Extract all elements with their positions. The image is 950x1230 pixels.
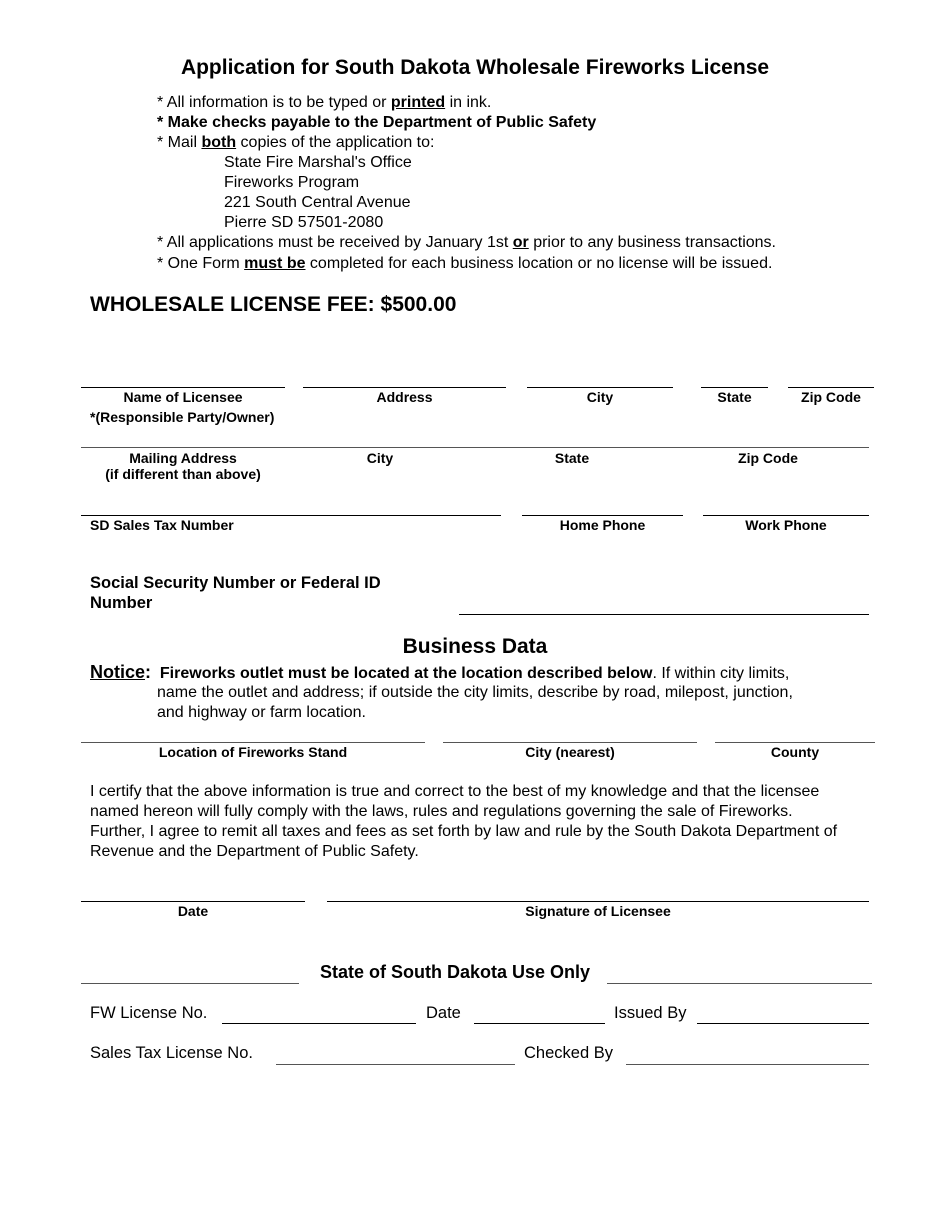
label-mailing-address: Mailing Address: [129, 450, 237, 466]
instruction-mail: * Mail both copies of the application to:: [157, 134, 435, 151]
licensee-address-field[interactable]: [303, 387, 506, 388]
label-fireworks-stand: Location of Fireworks Stand: [158, 744, 348, 760]
label-fw-license: FW License No.: [90, 1004, 208, 1022]
mail-address-line: State Fire Marshal's Office: [224, 154, 412, 171]
business-data-heading: Business Data: [402, 635, 548, 658]
label-ssn-line2: Number: [90, 594, 153, 612]
label-county: County: [770, 744, 820, 760]
instruction-checks: * Make checks payable to the Department of Public Safety: [157, 114, 597, 131]
label-state: State: [717, 389, 752, 405]
divider-right: [607, 983, 872, 984]
issued-by-field[interactable]: [697, 1023, 869, 1024]
state-use-only-heading: State of South Dakota Use Only: [319, 962, 591, 982]
label-sales-tax-license: Sales Tax License No.: [90, 1044, 253, 1062]
home-phone-field[interactable]: [522, 515, 683, 516]
mailing-address-field[interactable]: [81, 447, 869, 448]
mail-address-line: Pierre SD 57501-2080: [224, 214, 384, 231]
fireworks-stand-location-field[interactable]: [81, 742, 425, 743]
notice-label: Notice: [90, 662, 146, 682]
label-zip-code: Zip Code: [801, 389, 861, 405]
signature-date-field[interactable]: [81, 901, 305, 902]
licensee-zip-field[interactable]: [788, 387, 874, 388]
instruction-one-form: * One Form must be completed for each business location or no license will be issued.: [157, 255, 773, 272]
mail-address-line: 221 South Central Avenue: [224, 194, 411, 211]
notice-line-2: name the outlet and address; if outside the city limits, describe by road, milepost, junction,: [157, 684, 793, 701]
label-city: City: [586, 389, 614, 405]
label-state-date: Date: [426, 1004, 461, 1022]
label-issued-by: Issued By: [614, 1004, 687, 1022]
instruction-deadline: * All applications must be received by January 1st or prior to any business transactions.: [157, 234, 776, 251]
label-mailing-zip: Zip Code: [738, 450, 798, 466]
sales-tax-license-field[interactable]: [276, 1064, 515, 1065]
county-field[interactable]: [715, 742, 875, 743]
nearest-city-field[interactable]: [443, 742, 697, 743]
label-sales-tax-number: SD Sales Tax Number: [90, 517, 234, 533]
label-checked-by: Checked By: [524, 1044, 613, 1062]
label-mailing-state: State: [554, 450, 590, 466]
label-date: Date: [177, 903, 209, 919]
label-work-phone: Work Phone: [745, 517, 827, 533]
licensee-city-field[interactable]: [527, 387, 673, 388]
fw-license-field[interactable]: [222, 1023, 416, 1024]
label-mailing-city: City: [366, 450, 394, 466]
ssn-field[interactable]: [459, 614, 869, 615]
notice-line-3: and highway or farm location.: [157, 704, 366, 721]
instruction-typed: * All information is to be typed or printed in ink.: [157, 94, 492, 111]
label-signature: Signature of Licensee: [525, 903, 671, 919]
label-ssn: [90, 573, 381, 613]
work-phone-field[interactable]: [703, 515, 869, 516]
label-home-phone: Home Phone: [559, 517, 646, 533]
notice-text: Notice: Fireworks outlet must be located at the location described below. If within city limits,: [90, 662, 790, 682]
divider-left: [81, 983, 299, 984]
label-address: Address: [376, 389, 433, 405]
license-fee: WHOLESALE LICENSE FEE: $500.00: [90, 293, 457, 316]
state-date-field[interactable]: [474, 1023, 605, 1024]
label-mailing-note: (if different than above): [105, 466, 261, 482]
signature-field[interactable]: [327, 901, 869, 902]
label-responsible-party: *(Responsible Party/Owner): [90, 409, 275, 425]
label-ssn-line1: Social Security Number or Federal ID: [90, 574, 381, 592]
mail-address-line: Fireworks Program: [224, 174, 360, 191]
sales-tax-number-field[interactable]: [81, 515, 501, 516]
certification-text: I certify that the above information is true and correct to the best of my knowledge and that the licensee named hereon will fully comply with the laws, rules and regulations governing the sale of Fireworks. Further, I agree to remit all taxes and fees as set forth by law and rule by the South Dakota Department of Revenue and the Department of Public Safety.: [90, 783, 838, 860]
form-title: Application for South Dakota Wholesale Fireworks License: [180, 56, 770, 79]
licensee-state-field[interactable]: [701, 387, 768, 388]
licensee-name-field[interactable]: [81, 387, 285, 388]
checked-by-field[interactable]: [626, 1064, 869, 1065]
label-name-of-licensee: Name of Licensee: [123, 389, 243, 405]
label-nearest-city: City (nearest): [525, 744, 615, 760]
